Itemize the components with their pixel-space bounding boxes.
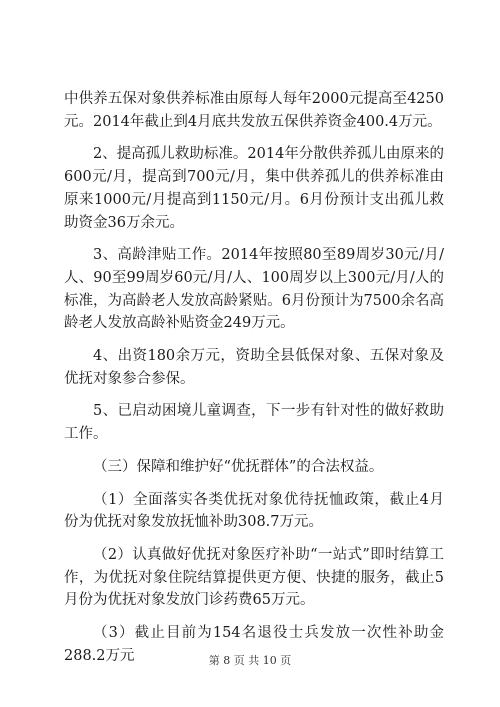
paragraph-insurance-funding: 4、出资180余万元，资助全县低保对象、五保对象及优抚对象参合参保。 bbox=[64, 348, 444, 387]
paragraph-continuation: 中供养五保对象供养标准由原每人每年2000元提高至4250元。2014年截止到4月底共发放五保供养资金400.4万元。 bbox=[64, 91, 444, 130]
paragraph-veteran-subsidy: （3）截止目前为154名退役士兵发放一次性补助金288.2万元 bbox=[64, 625, 444, 664]
paragraph-medical-settlement: （2）认真做好优抚对象医疗补助“一站式”即时结算工作，为优抚对象住院结算提供更方便、快捷的服务，截止5月份为优抚对象发放门诊药费65万元。 bbox=[64, 546, 444, 609]
paragraph-orphan-aid: 2、提高孤儿救助标准。2014年分散供养孤儿由原来的600元/月，提高到700元/月，集中供养孤儿的供养标准由原来1000元/月提高到1150元/月。6月份预计支出孤儿救助资金36万余元。 bbox=[64, 146, 444, 231]
paragraph-children-survey: 5、已启动困境儿童调查，下一步有针对性的做好救助工作。 bbox=[64, 403, 444, 443]
paragraph-pension-subsidy: （1）全面落实各类优抚对象优待抚恤政策，截止4月份为优抚对象发放抚恤补助308.7万元。 bbox=[64, 491, 444, 531]
section-heading: （三）保障和维护好“优抚群体”的合法权益。 bbox=[93, 458, 384, 475]
document-body bbox=[64, 88, 444, 677]
paragraph-elderly-allowance: 3、高龄津贴工作。2014年按照80至89周岁30元/月/人、90至99周岁60元/月/人、100周岁以上300元/月/人的标准，为高龄老人发放高龄紧贴。6月份预计为7500余名高龄老人发放高龄补贴资金249万元。 bbox=[64, 247, 444, 332]
page-number-footer: 第 8 页 共 10 页 bbox=[208, 654, 292, 667]
